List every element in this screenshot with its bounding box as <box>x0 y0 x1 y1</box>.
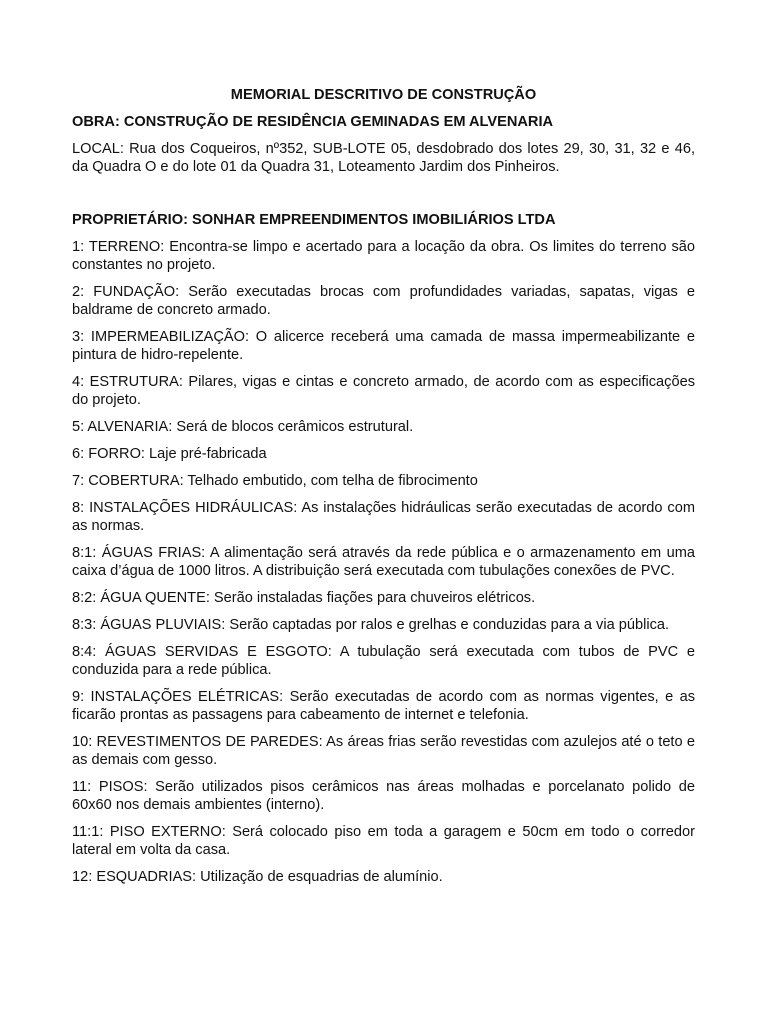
document-page <box>72 86 695 895</box>
document-title: MEMORIAL DESCRITIVO DE CONSTRUÇÃO <box>230 87 537 103</box>
item-aguas-frias: 8:1: ÁGUAS FRIAS: A alimentação será através da rede pública e o armazenamento em uma caixa d’água de 1000 litros. A distribuição será executada com tubulações conexões de PVC. <box>72 545 695 579</box>
item-pisos: 11: PISOS: Serão utilizados pisos cerâmicos nas áreas molhadas e porcelanato polido de 60x60 nos demais ambientes (interno). <box>72 779 695 813</box>
item-estrutura: 4: ESTRUTURA: Pilares, vigas e cintas e concreto armado, de acordo com as especificações do projeto. <box>72 374 695 408</box>
section-spacer <box>72 185 695 211</box>
item-impermeabilizacao: 3: IMPERMEABILIZAÇÃO: O alicerce receberá uma camada de massa impermeabilizante e pintura de hidro-repelente. <box>72 329 695 363</box>
obra-heading: OBRA: CONSTRUÇÃO DE RESIDÊNCIA GEMINADAS EM ALVENARIA <box>72 114 554 130</box>
item-cobertura: 7: COBERTURA: Telhado embutido, com telha de fibrocimento <box>72 473 478 489</box>
item-instalacoes-hidraulicas: 8: INSTALAÇÕES HIDRÁULICAS: As instalações hidráulicas serão executadas de acordo com as normas. <box>72 500 695 534</box>
item-agua-quente: 8:2: ÁGUA QUENTE: Serão instaladas fiações para chuveiros elétricos. <box>72 590 536 606</box>
item-alvenaria: 5: ALVENARIA: Será de blocos cerâmicos estrutural. <box>72 419 414 435</box>
item-piso-externo: 11:1: PISO EXTERNO: Será colocado piso em toda a garagem e 50cm em todo o corredor lateral em volta da casa. <box>72 824 695 858</box>
item-aguas-servidas: 8:4: ÁGUAS SERVIDAS E ESGOTO: A tubulação será executada com tubos de PVC e conduzida para a rede pública. <box>72 644 695 678</box>
item-aguas-pluviais: 8:3: ÁGUAS PLUVIAIS: Serão captadas por ralos e grelhas e conduzidas para a via pública. <box>72 617 670 633</box>
item-instalacoes-eletricas: 9: INSTALAÇÕES ELÉTRICAS: Serão executadas de acordo com as normas vigentes, e as ficarão prontas as passagens para cabeamento de internet e telefonia. <box>72 689 695 723</box>
local-paragraph: LOCAL: Rua dos Coqueiros, nº352, SUB-LOTE 05, desdobrado dos lotes 29, 30, 31, 32 e 46, da Quadra O e do lote 01 da Quadra 31, Loteamento Jardim dos Pinheiros. <box>72 141 695 175</box>
item-fundacao: 2: FUNDAÇÃO: Serão executadas brocas com profundidades variadas, sapatas, vigas e baldrame de concreto armado. <box>72 284 695 318</box>
proprietario-heading: PROPRIETÁRIO: SONHAR EMPREENDIMENTOS IMOBILIÁRIOS LTDA <box>72 212 556 228</box>
item-revestimentos: 10: REVESTIMENTOS DE PAREDES: As áreas frias serão revestidas com azulejos até o teto e as demais com gesso. <box>72 734 695 768</box>
item-esquadrias: 12: ESQUADRIAS: Utilização de esquadrias de alumínio. <box>72 869 443 885</box>
item-terreno: 1: TERRENO: Encontra-se limpo e acertado para a locação da obra. Os limites do terreno são constantes no projeto. <box>72 239 695 273</box>
item-forro: 6: FORRO: Laje pré-fabricada <box>72 446 267 462</box>
